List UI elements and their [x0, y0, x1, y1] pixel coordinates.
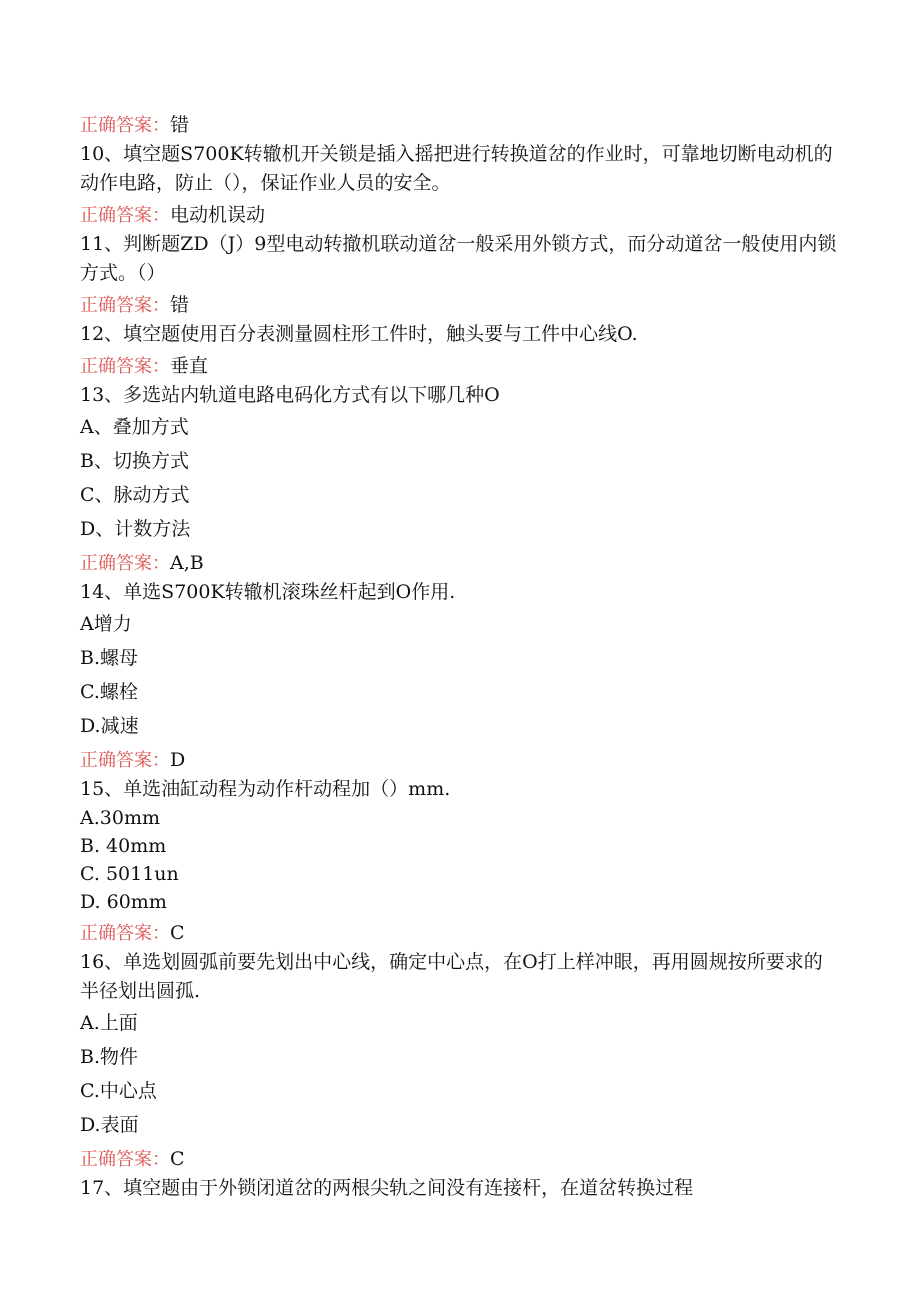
- option-d: D. 60mm: [80, 891, 167, 913]
- answer-value: C: [170, 1148, 185, 1170]
- answer-line: [80, 1142, 840, 1172]
- answer-label: 正确答案：: [80, 295, 170, 316]
- answer-value: D: [170, 749, 186, 771]
- option-b: B. 40mm: [80, 835, 167, 857]
- option-a: A、叠加方式: [80, 416, 189, 438]
- option-a: A.30mm: [80, 807, 160, 829]
- answer-value: 错: [170, 114, 190, 136]
- question-text: 14、单选S700K转辙机滚珠丝杆起到O作用.: [80, 581, 456, 603]
- answer-label: 正确答案：: [80, 750, 170, 771]
- option-c: C. 5011un: [80, 863, 179, 885]
- question-text: 16、单选划圆弧前要先划出中心线，确定中心点，在O打上样冲眼，再用圆规按所要求的半径划出圆孤.: [80, 951, 823, 1002]
- option-b: B.螺母: [80, 647, 139, 669]
- option-d: D.表面: [80, 1114, 139, 1136]
- answer-value: A,B: [170, 552, 204, 574]
- answer-line: [80, 108, 840, 138]
- answer-value: 错: [170, 294, 190, 316]
- answer-label: 正确答案：: [80, 115, 170, 136]
- answer-line: [80, 546, 840, 576]
- question-text: 11、判断题ZD（J）9型电动转撤机联动道岔一般采用外锁方式，而分动道岔一般使用内锁方式。（）: [80, 233, 837, 284]
- option-c: C.中心点: [80, 1080, 157, 1102]
- answer-line: [80, 288, 840, 318]
- answer-line: [80, 349, 840, 379]
- answer-label: 正确答案：: [80, 356, 170, 377]
- answer-label: 正确答案：: [80, 923, 170, 944]
- answer-label: 正确答案：: [80, 1149, 170, 1170]
- question-text: 15、单选油缸动程为动作杆动程加（）mm.: [80, 778, 451, 800]
- document-body: [80, 108, 840, 1203]
- question-text: 17、填空题由于外锁闭道岔的两根尖轨之间没有连接杆，在道岔转换过程: [80, 1177, 694, 1199]
- question-text: 13、多选站内轨道电路电码化方式有以下哪几种O: [80, 384, 500, 406]
- answer-value: 电动机误动: [170, 204, 266, 226]
- answer-value: C: [170, 922, 185, 944]
- answer-line: [80, 916, 840, 946]
- question-text: 12、填空题使用百分表测量圆柱形工件时，触头要与工件中心线O.: [80, 323, 638, 345]
- option-a: A增力: [80, 613, 132, 635]
- answer-line: [80, 743, 840, 773]
- option-a: A.上面: [80, 1012, 138, 1034]
- question-text: 10、填空题S700K转辙机开关锁是插入摇把进行转换道岔的作业时，可靠地切断电动机的动作电路，防止（），保证作业人员的安全。: [80, 143, 833, 194]
- answer-value: 垂直: [170, 355, 209, 377]
- option-d: D.减速: [80, 715, 139, 737]
- option-b: B、切换方式: [80, 450, 189, 472]
- answer-label: 正确答案：: [80, 553, 170, 574]
- answer-line: [80, 198, 840, 228]
- answer-label: 正确答案：: [80, 205, 170, 226]
- option-b: B.物件: [80, 1046, 139, 1068]
- option-d: D、计数方法: [80, 518, 191, 540]
- option-c: C、脉动方式: [80, 484, 190, 506]
- option-c: C.螺栓: [80, 681, 138, 703]
